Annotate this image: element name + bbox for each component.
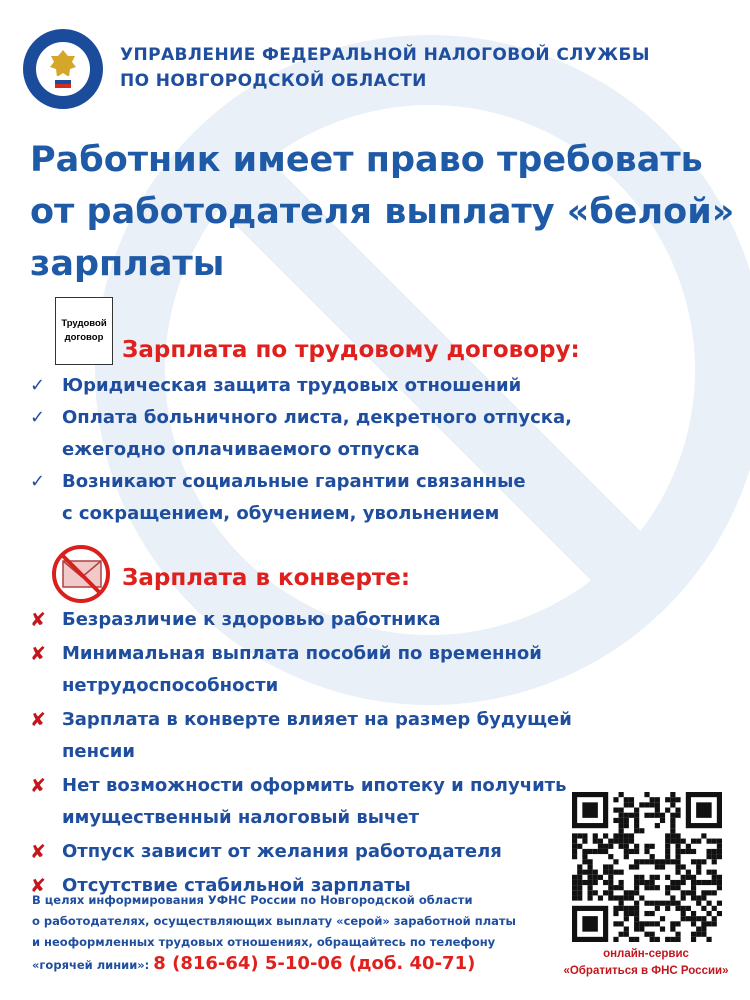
list-item-text: Зарплата в конверте влияет на размер будущей пенсии (62, 709, 572, 762)
footer-line-3: и неоформленных трудовых отношениях, обращайтесь по телефону (32, 935, 496, 949)
cross-icon: ✘ (30, 775, 46, 797)
list-item (30, 604, 590, 636)
qr-caption (546, 946, 746, 980)
page-title (30, 134, 735, 290)
list-item-text: Оплата больничного листа, декретного отпуска, ежегодно оплачиваемого отпуска (62, 407, 572, 460)
cross-icon: ✘ (30, 875, 46, 897)
check-icon: ✓ (30, 375, 46, 396)
envelope-heading: Зарплата в конверте: (122, 565, 411, 591)
contract-benefits-list (30, 370, 590, 530)
list-item-text: Безразличие к здоровью работника (62, 609, 441, 630)
contract-heading: Зарплата по трудовому договору: (122, 337, 580, 363)
list-item (30, 704, 590, 768)
organization-name (120, 42, 650, 94)
check-icon: ✓ (30, 407, 46, 428)
prohibited-envelope-icon (50, 543, 112, 605)
qr-caption-line-1: онлайн-сервис (603, 948, 689, 960)
footer-line-1: В целях информирования УФНС России по Новгородской области (32, 893, 473, 907)
list-item-text: Нет возможности оформить ипотеку и получить имущественный налоговый вычет (62, 775, 567, 828)
cross-icon: ✘ (30, 841, 46, 863)
list-item (30, 770, 590, 834)
contract-icon-line-1: Трудовой (61, 318, 107, 329)
cross-icon: ✘ (30, 709, 46, 731)
cross-icon: ✘ (30, 609, 46, 631)
title-line-1: Работник имеет право требовать (30, 140, 703, 180)
list-item-text: Минимальная выплата пособий по временной нетрудоспособности (62, 643, 542, 696)
list-item (30, 836, 590, 868)
list-item (30, 466, 590, 530)
org-line-2: ПО НОВГОРОДСКОЙ ОБЛАСТИ (120, 71, 427, 91)
list-item-text: Отпуск зависит от желания работодателя (62, 841, 502, 862)
list-item-text: Юридическая защита трудовых отношений (62, 375, 522, 396)
list-item-text: Отсутствие стабильной зарплаты (62, 875, 411, 896)
list-item (30, 370, 590, 402)
contract-icon-line-2: договор (64, 332, 104, 343)
fns-logo-icon (22, 28, 104, 110)
title-line-3: зарплаты (30, 244, 225, 284)
footer-info (32, 890, 552, 976)
title-line-2: от работодателя выплату «белой» (30, 192, 735, 232)
cross-icon: ✘ (30, 643, 46, 665)
hotline-phone[interactable]: 8 (816-64) 5-10-06 (доб. 40-71) (153, 953, 476, 974)
hotline-label: «горячей линии»: (32, 958, 150, 972)
check-icon: ✓ (30, 471, 46, 492)
envelope-risks-list (30, 604, 590, 904)
list-item (30, 402, 590, 466)
list-item (30, 638, 590, 702)
employment-contract-icon (55, 297, 113, 365)
footer-line-2: о работодателях, осуществляющих выплату «серой» заработной платы (32, 914, 516, 928)
org-line-1: УПРАВЛЕНИЕ ФЕДЕРАЛЬНОЙ НАЛОГОВОЙ СЛУЖБЫ (120, 45, 650, 65)
qr-caption-line-2: «Обратиться в ФНС России» (563, 965, 729, 977)
list-item-text: Возникают социальные гарантии связанные с сокращением, обучением, увольнением (62, 471, 526, 524)
footer-line-4 (32, 953, 552, 976)
qr-code[interactable] (572, 792, 722, 942)
